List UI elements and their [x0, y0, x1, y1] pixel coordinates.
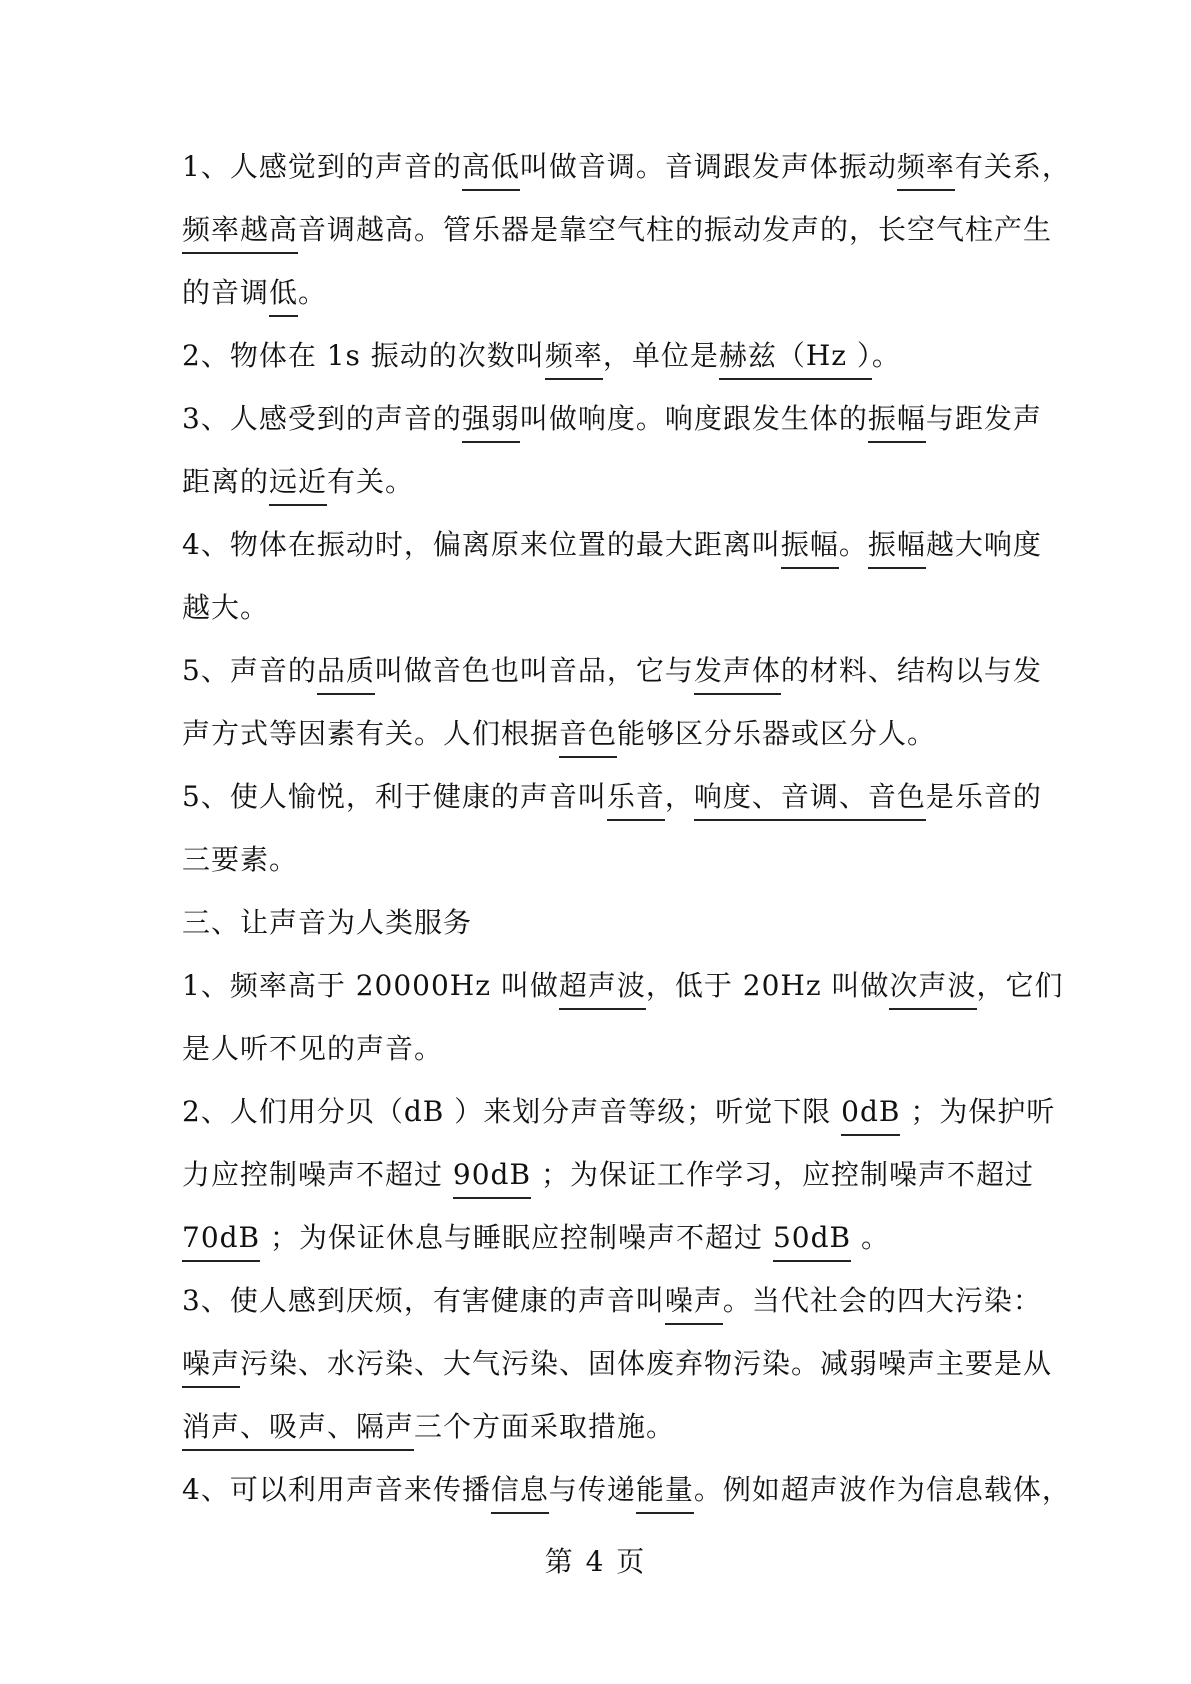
underlined-answer: 噪声: [182, 1347, 240, 1388]
text-segment: 3、人感受到的声音的: [182, 402, 462, 435]
underlined-answer: 乐音: [607, 780, 665, 821]
underlined-answer: 振幅: [868, 528, 926, 569]
text-segment: ，它们: [976, 969, 1064, 1002]
text-line: [182, 702, 1022, 765]
text-line: [182, 639, 1042, 702]
underlined-answer: 频率: [897, 150, 955, 191]
page-number: 第 4 页: [544, 1545, 647, 1578]
text-line: [182, 1080, 1056, 1143]
text-line: [182, 891, 1022, 954]
text-segment: 叫做音色也叫音品，它与: [374, 654, 694, 687]
underlined-answer: 次声波: [889, 969, 976, 1010]
text-segment: 越大响度: [925, 528, 1042, 561]
underlined-answer: 振幅: [868, 402, 926, 443]
text-line: [182, 387, 1042, 450]
text-segment: 三、让声音为人类服务: [182, 906, 473, 939]
underlined-answer: 远近: [269, 465, 327, 506]
text-segment: 与距发声: [925, 402, 1042, 435]
text-line: [182, 765, 1042, 828]
text-line: [182, 954, 1064, 1017]
text-segment: 是乐音的: [925, 780, 1042, 813]
underlined-answer: 超声波: [559, 969, 646, 1010]
text-line: [182, 513, 1042, 576]
document-body: [182, 135, 1071, 1521]
text-line: [182, 1458, 1071, 1521]
text-segment: 。例如超声波作为信息载体，: [693, 1473, 1071, 1506]
text-line: [182, 450, 1022, 513]
underlined-answer: 噪声: [665, 1284, 723, 1325]
text-segment: 1、频率高于 20000Hz 叫做: [182, 969, 559, 1002]
text-line: [182, 198, 1053, 261]
text-segment: ，低于 20Hz 叫做: [645, 969, 890, 1002]
underlined-answer: 能量: [636, 1473, 694, 1514]
text-line: [182, 1269, 1042, 1332]
underlined-answer: 频率: [545, 339, 603, 380]
underlined-answer: 频率越高: [182, 213, 298, 254]
text-segment: 叫做响度。响度跟发生体的: [519, 402, 868, 435]
text-segment: 。: [298, 276, 328, 309]
underlined-answer: 品质: [317, 654, 375, 695]
underlined-answer: 振幅: [781, 528, 839, 569]
text-segment: 有关系，: [954, 150, 1071, 183]
underlined-answer: 赫兹（Hz ）: [719, 339, 872, 380]
underlined-answer: 音色: [559, 717, 617, 758]
text-line: [182, 261, 1022, 324]
text-segment: ，单位是: [602, 339, 719, 372]
text-line: [182, 828, 1022, 891]
underlined-answer: 发声体: [694, 654, 781, 695]
text-segment: 。: [838, 528, 868, 561]
text-segment: 5、声音的: [182, 654, 317, 687]
underlined-answer: 90dB: [453, 1158, 531, 1199]
text-line: [182, 324, 1022, 387]
text-segment: ，: [664, 780, 694, 813]
text-segment: 叫做音调。音调跟发声体振动: [519, 150, 897, 183]
text-segment: 音调越高。管乐器是靠空气柱的振动发声的，长空气柱产生: [298, 213, 1053, 246]
text-line: [182, 1143, 1034, 1206]
underlined-answer: 响度、音调、音色: [694, 780, 926, 821]
underlined-answer: 50dB: [773, 1221, 851, 1262]
underlined-answer: 70dB: [182, 1221, 260, 1262]
underlined-answer: 低: [269, 276, 298, 317]
text-segment: 有关。: [327, 465, 415, 498]
text-segment: 4、可以利用声音来传播: [182, 1473, 491, 1506]
text-segment: 1、人感觉到的声音的: [182, 150, 462, 183]
text-segment: ；为保证休息与睡眠应控制噪声不超过: [260, 1221, 773, 1254]
underlined-answer: 信息: [491, 1473, 549, 1514]
text-segment: 的音调: [182, 276, 270, 309]
text-line: [182, 135, 1071, 198]
text-segment: 的材料、结构以与发: [780, 654, 1042, 687]
text-segment: 3、使人感到厌烦，有害健康的声音叫: [182, 1284, 665, 1317]
text-line: [182, 1395, 1022, 1458]
text-segment: 是人听不见的声音。: [182, 1032, 444, 1065]
text-segment: 。: [871, 339, 901, 372]
underlined-answer: 消声、吸声、隔声: [182, 1410, 414, 1451]
text-segment: 越大。: [182, 591, 270, 624]
text-segment: 力应控制噪声不超过: [182, 1158, 453, 1191]
text-segment: 2、人们用分贝（dB ）来划分声音等级；听觉下限: [182, 1095, 842, 1128]
text-line: [182, 1017, 1022, 1080]
underlined-answer: 0dB: [841, 1095, 900, 1136]
text-segment: 5、使人愉悦，利于健康的声音叫: [182, 780, 607, 813]
text-segment: 。: [851, 1221, 890, 1254]
text-segment: 污染、水污染、大气污染、固体废弃物污染。减弱噪声主要是从: [240, 1347, 1053, 1380]
text-segment: ；为保护听: [900, 1095, 1056, 1128]
text-segment: 与传递: [548, 1473, 636, 1506]
text-segment: 三个方面采取措施。: [414, 1410, 676, 1443]
underlined-answer: 强弱: [462, 402, 520, 443]
text-segment: 。当代社会的四大污染：: [722, 1284, 1042, 1317]
text-segment: 声方式等因素有关。人们根据: [182, 717, 560, 750]
text-line: [182, 1206, 1022, 1269]
text-segment: 三要素。: [182, 843, 299, 876]
text-segment: 2、物体在 1s 振动的次数叫: [182, 339, 545, 372]
text-segment: ；为保证工作学习，应控制噪声不超过: [531, 1158, 1034, 1191]
text-segment: 距离的: [182, 465, 270, 498]
text-line: [182, 1332, 1053, 1395]
text-segment: 能够区分乐器或区分人。: [617, 717, 937, 750]
underlined-answer: 高低: [462, 150, 520, 191]
text-line: [182, 576, 1022, 639]
text-segment: 4、物体在振动时，偏离原来位置的最大距离叫: [182, 528, 781, 561]
